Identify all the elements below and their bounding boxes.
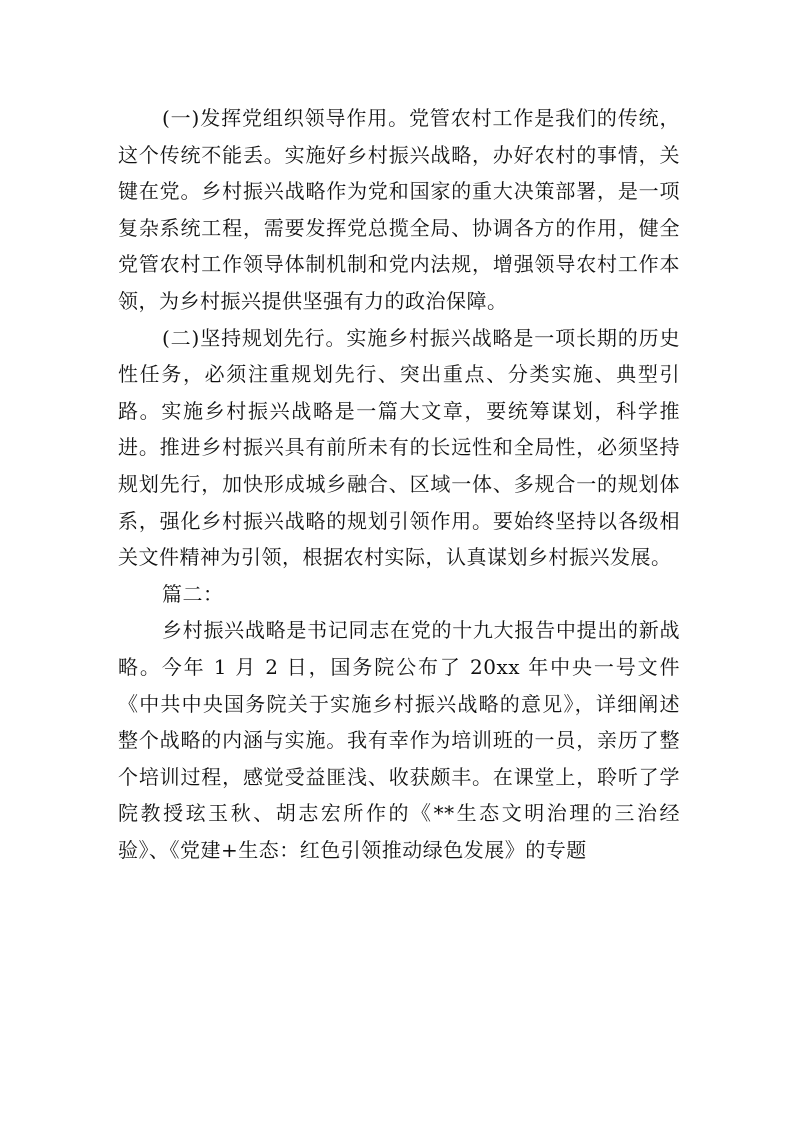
- paragraph-1: (一)发挥党组织领导作用。党管农村工作是我们的传统，这个传统不能丢。实施好乡村振兴战略，办好农村的事情，关键在党。乡村振兴战略作为党和国家的重大决策部署，是一项复杂系统工程，需要发挥党总揽全局、协调各方的作用，健全党管农村工作领导体制机制和党内法规，增强领导农村工作本领，为乡村振兴提供坚强有力的政治保障。: [118, 106, 680, 313]
- document-body: [118, 100, 680, 868]
- section-heading: 篇二：: [162, 581, 224, 606]
- paragraph-3: 乡村振兴战略是书记同志在党的十九大报告中提出的新战略。今年 1 月 2 日，国务院公布了 20xx 年中央一号文件《中共中央国务院关于实施乡村振兴战略的意见》，详细阐述整个战略的内涵与实施。我有幸作为培训班的一员，亲历了整个培训过程，感觉受益匪浅、收获颇丰。在课堂上，聆听了学院教授玹玉秋、胡志宏所作的《**生态文明治理的三治经验》、《党建+生态：红色引领推动绿色发展》的专题: [118, 618, 680, 862]
- paragraph-2: (二)坚持规划先行。实施乡村振兴战略是一项长期的历史性任务，必须注重规划先行、突出重点、分类实施、典型引路。实施乡村振兴战略是一篇大文章，要统筹谋划，科学推进。推进乡村振兴具有前所未有的长远性和全局性，必须坚持规划先行，加快形成城乡融合、区域一体、多规合一的规划体系，强化乡村振兴战略的规划引领作用。要始终坚持以各级相关文件精神为引领，根据农村实际，认真谋划乡村振兴发展。: [118, 325, 680, 570]
